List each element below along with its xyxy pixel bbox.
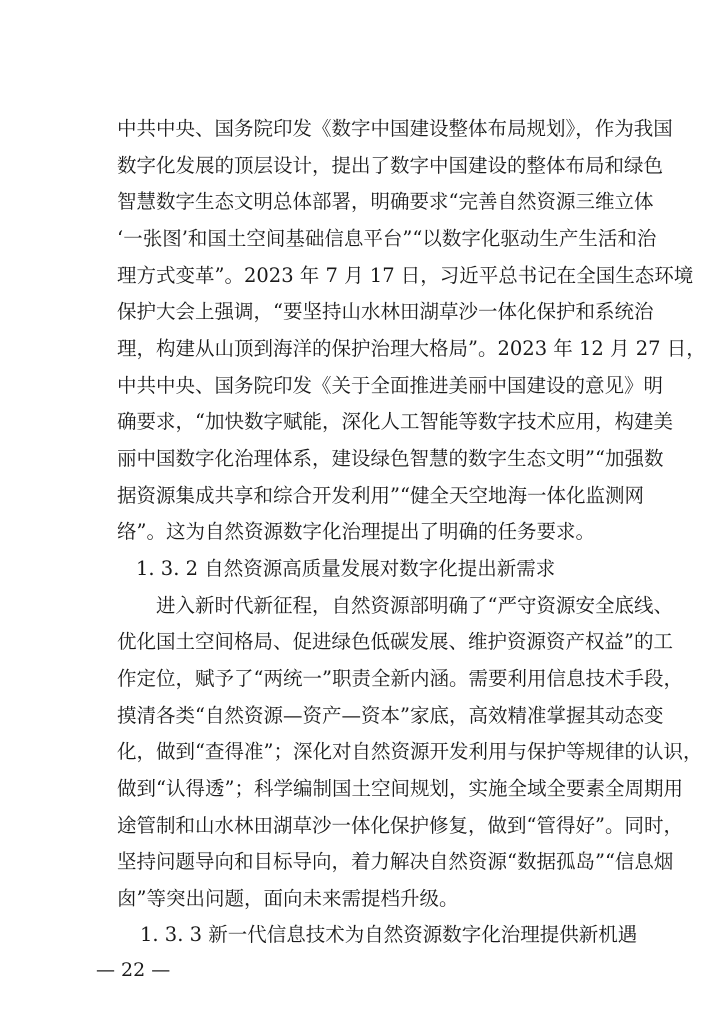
paragraph-line: 做到“认得透”；科学编制国土空间规划，实施全域全要素全周期用 [117,777,683,800]
section-heading: 1. 3. 2 自然资源高质量发展对数字化提出新需求 [136,557,556,580]
section-heading: 1. 3. 3 新一代信息技术为自然资源数字化治理提供新机遇 [140,923,638,946]
paragraph-line: 作定位，赋予了“两统一”职责全新内涵。需要利用信息技术手段， [117,667,683,690]
paragraph-line: 化，做到“查得准”；深化对自然资源开发利用与保护等规律的认识， [117,740,703,763]
paragraph-line: 进入新时代新征程，自然资源部明确了“严守资源安全底线、 [156,594,673,617]
paragraph-line: 中共中央、国务院印发《关于全面推进美丽中国建设的意见》明 [117,374,664,397]
paragraph-line: 理方式变革”。2023 年 7 月 17 日，习近平总书记在全国生态环境 [117,264,694,287]
paragraph-line: 丽中国数字化治理体系，建设绿色智慧的数字生态文明”“加强数 [117,447,664,470]
paragraph-line: 数字化发展的顶层设计，提出了数字中国建设的整体布局和绿色 [117,154,664,177]
paragraph-line: 智慧数字生态文明总体部署，明确要求“完善自然资源三维立体 [117,190,654,213]
paragraph-line: 中共中央、国务院印发《数字中国建设整体布局规划》，作为我国 [117,117,673,140]
paragraph-line: 坚持问题导向和目标导向，着力解决自然资源“数据孤岛”“信息烟 [117,850,674,873]
paragraph-line: 络”。这为自然资源数字化治理提出了明确的任务要求。 [117,520,595,543]
paragraph-line: 确要求，“加快数字赋能，深化人工智能等数字技术应用，构建美 [117,410,673,433]
paragraph-line: 理，构建从山顶到海洋的保护治理大格局”。2023 年 12 月 27 日， [117,337,706,360]
paragraph-line: 途管制和山水林田湖草沙一体化保护修复，做到“管得好”。同时， [117,814,683,837]
paragraph-line: 摸清各类“自然资源—资产—资本”家底，高效精准掌握其动态变 [117,704,664,727]
paragraph-line: 囱”等突出问题，面向未来需提档升级。 [117,887,459,910]
paragraph-line: 保护大会上强调，“要坚持山水林田湖草沙一体化保护和系统治 [117,300,654,323]
paragraph-line: ‘一张图’和国土空间基础信息平台”“以数字化驱动生产生活和治 [117,227,657,250]
paragraph-line: 优化国土空间格局、促进绿色低碳发展、维护资源资产权益”的工 [117,630,673,653]
page-number: — 22 — [96,959,171,981]
paragraph-line: 据资源集成共享和综合开发利用”“健全天空地海一体化监测网 [117,484,644,507]
